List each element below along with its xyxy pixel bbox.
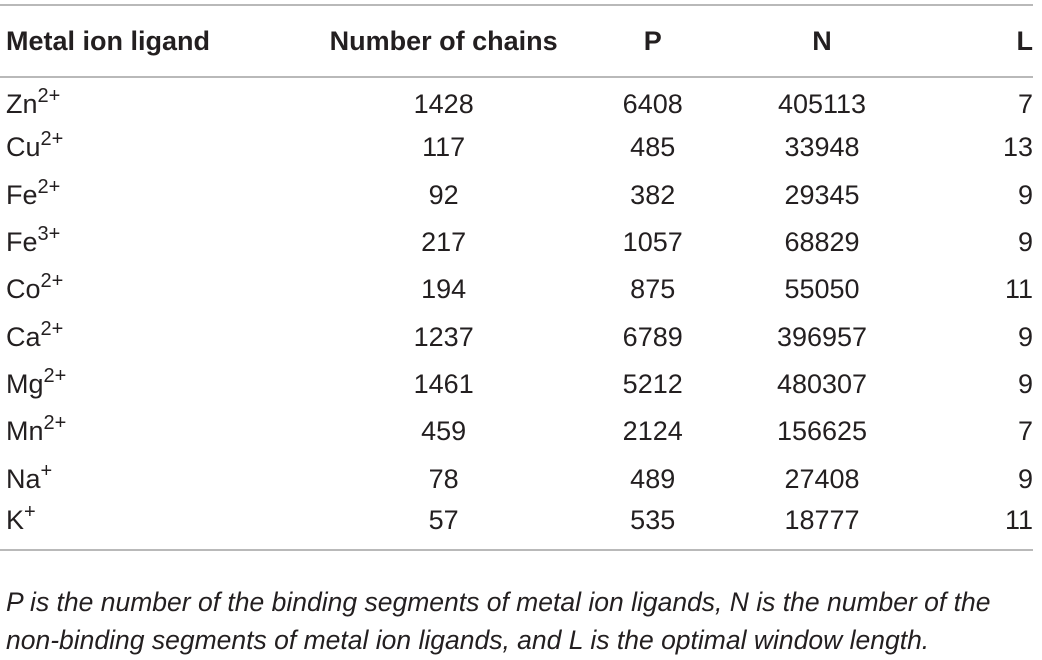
table-row <box>0 219 1033 266</box>
ion-charge: 2+ <box>40 128 64 151</box>
ion-charge: 2+ <box>37 175 61 198</box>
ion-cell <box>0 313 304 360</box>
ion-cell <box>0 408 304 455</box>
table-row <box>0 408 1033 455</box>
n-cell: 55050 <box>784 274 860 305</box>
p-cell: 1057 <box>622 227 683 258</box>
header-metal-ion-ligand: Metal ion ligand <box>6 25 211 56</box>
n-cell: 27408 <box>784 463 860 494</box>
chains-cell: 117 <box>422 132 466 163</box>
l-cell: 7 <box>1017 416 1033 447</box>
p-cell: 535 <box>630 505 676 536</box>
ion-cell <box>0 361 304 408</box>
ion-symbol: Ca <box>6 321 41 352</box>
ion-symbol: Fe <box>6 227 38 258</box>
l-cell: 9 <box>1017 463 1033 494</box>
ion-cell <box>0 503 304 550</box>
n-cell: 405113 <box>777 88 867 119</box>
metal-ion-table <box>0 4 1033 551</box>
n-cell: 480307 <box>776 368 868 399</box>
p-cell: 875 <box>630 274 676 305</box>
l-cell: 11 <box>1004 505 1033 536</box>
header-l: L <box>1016 25 1033 56</box>
ion-cell <box>0 77 304 124</box>
n-cell: 29345 <box>784 179 860 210</box>
chains-cell: 217 <box>421 227 467 258</box>
table-footnote: P is the number of the binding segments of metal ion ligands, N is the number of the non-binding segments of metal ion ligands, and L is the optimal window length. <box>6 587 991 655</box>
ion-charge: 2+ <box>43 364 67 387</box>
table-row <box>0 503 1033 550</box>
chains-cell: 459 <box>421 416 467 447</box>
n-cell: 156625 <box>776 416 868 447</box>
p-cell: 2124 <box>622 416 683 447</box>
table-row <box>0 455 1033 502</box>
l-cell: 11 <box>1004 274 1033 305</box>
ion-symbol: Zn <box>6 88 38 119</box>
ion-cell <box>0 172 304 219</box>
chains-cell: 1461 <box>413 368 474 399</box>
ion-symbol: Co <box>6 274 41 305</box>
chains-cell: 1428 <box>413 88 474 119</box>
table-row <box>0 313 1033 360</box>
chains-cell: 78 <box>428 463 459 494</box>
p-cell: 6408 <box>622 88 683 119</box>
l-cell: 9 <box>1017 321 1033 352</box>
p-cell: 6789 <box>622 321 683 352</box>
table-row <box>0 124 1033 171</box>
ion-charge: + <box>24 501 36 524</box>
n-cell: 68829 <box>784 227 860 258</box>
ion-symbol: Mn <box>6 416 44 447</box>
ion-symbol: Na <box>6 463 41 494</box>
ion-cell <box>0 266 304 313</box>
ion-symbol: Fe <box>6 179 38 210</box>
l-cell: 9 <box>1017 179 1033 210</box>
table-row <box>0 266 1033 313</box>
ion-charge: 2+ <box>43 412 67 435</box>
l-cell: 13 <box>1002 132 1033 163</box>
p-cell: 382 <box>630 179 676 210</box>
p-cell: 489 <box>630 463 676 494</box>
table-row <box>0 172 1033 219</box>
ion-charge: 2+ <box>37 84 61 107</box>
p-cell: 485 <box>630 132 676 163</box>
ion-cell <box>0 124 304 171</box>
table-row <box>0 361 1033 408</box>
l-cell: 9 <box>1017 368 1033 399</box>
chains-cell: 57 <box>428 505 459 536</box>
ion-charge: + <box>40 459 53 482</box>
l-cell: 9 <box>1017 227 1033 258</box>
ion-symbol: Mg <box>6 368 44 399</box>
chains-cell: 1237 <box>413 321 474 352</box>
table-row <box>0 77 1033 124</box>
n-cell: 18777 <box>784 505 860 536</box>
header-row <box>0 5 1033 77</box>
table-body <box>0 77 1033 550</box>
p-cell: 5212 <box>622 368 683 399</box>
table-header <box>0 5 1033 77</box>
n-cell: 33948 <box>784 132 860 163</box>
ion-charge: 2+ <box>40 270 64 293</box>
ion-charge: 3+ <box>37 223 61 246</box>
header-n: N <box>812 25 832 56</box>
ion-symbol: K <box>6 505 25 536</box>
n-cell: 396957 <box>776 321 868 352</box>
chains-cell: 92 <box>428 179 459 210</box>
ion-cell <box>0 455 304 502</box>
ion-cell <box>0 219 304 266</box>
ion-symbol: Cu <box>6 132 41 163</box>
header-p: P <box>643 25 662 56</box>
ion-charge: 2+ <box>40 317 64 340</box>
header-number-of-chains: Number of chains <box>329 25 558 56</box>
l-cell: 7 <box>1017 88 1033 119</box>
chains-cell: 194 <box>421 274 467 305</box>
